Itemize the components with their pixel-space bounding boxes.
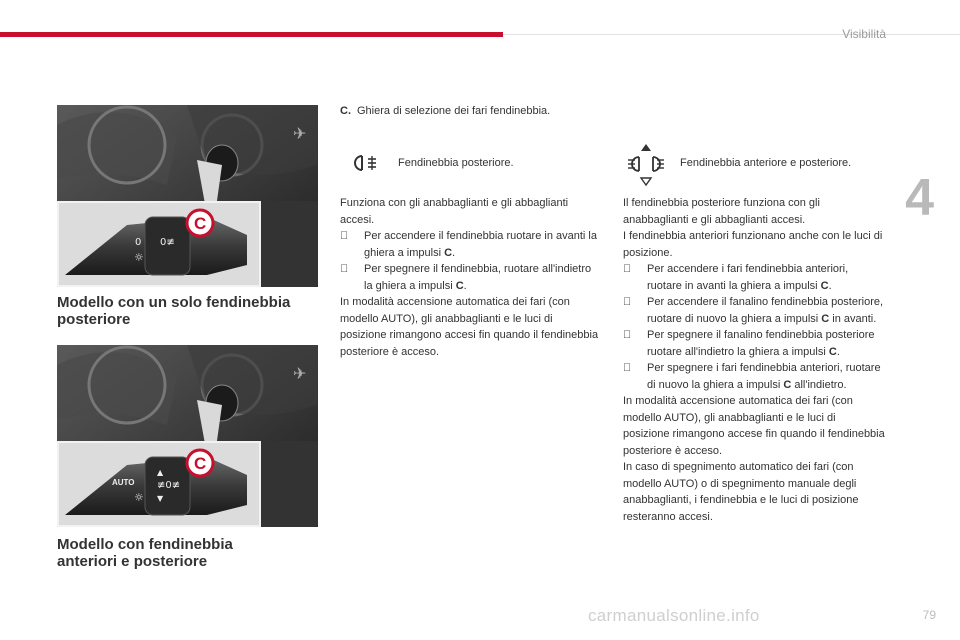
front-rear-fog-caption: Fendinebbia anteriore e posteriore. (680, 157, 852, 169)
header-accent-bar (0, 32, 503, 37)
svg-text:✈: ✈ (293, 364, 307, 383)
svg-text:☼: ☼ (134, 491, 144, 504)
photo-callout-c: C (194, 214, 207, 233)
auto-label: AUTO (112, 478, 135, 487)
list-item: Per spegnere i fari fendinebbia anteriori, ruotare di nuovo la ghiera a impulsi C all'indietro. (623, 360, 885, 393)
dashboard-photo-front-rear-fog (57, 345, 318, 527)
photo-callout-c: C (194, 454, 207, 473)
svg-text:✈: ✈ (293, 124, 307, 143)
svg-text:☼: ☼ (134, 251, 144, 264)
paragraph: Il fendinebbia posteriore funziona con gli anabbaglianti e gli abbaglianti accesi. (623, 197, 820, 226)
bullet-marker (623, 294, 647, 327)
watermark: carmanualsonline.info (588, 606, 760, 625)
bullet-marker (340, 228, 364, 261)
legend-c (340, 103, 550, 120)
list-item: Per spegnere il fendinebbia, ruotare all'indietro la ghiera a impulsi C. (340, 261, 602, 294)
paragraph: In modalità accensione automatica dei fari (con modello AUTO), gli anabbaglianti e le luci di posizione rimangono accesi fin quando il fendinebbia posteriore è acceso. (340, 296, 599, 358)
rear-fog-icon (352, 148, 378, 183)
section-title: Visibilità (842, 27, 886, 41)
chapter-number: 4 (905, 169, 934, 227)
stalk-illustration-1 (57, 105, 318, 287)
bullet-marker (623, 261, 647, 294)
svg-text:▼: ▼ (157, 494, 164, 503)
model-title-front-rear-fog: Modello con fendinebbia anteriori e posteriore (57, 536, 233, 570)
legend-text: Ghiera di selezione dei fari fendinebbia. (357, 105, 551, 117)
list-item: Per accendere il fendinebbia ruotare in avanti la ghiera a impulsi C. (340, 228, 602, 261)
bullet-marker (623, 360, 647, 393)
paragraph: In caso di spegnimento automatico dei fari (con modello AUTO) o di spegnimento manuale degli anabbaglianti, i fendinebbia e le luci di posizione resteranno accesi. (623, 461, 859, 523)
list-item: Per accendere i fari fendinebbia anteriori, ruotare in avanti la ghiera a impulsi C. (623, 261, 885, 294)
dashboard-photo-rear-fog (57, 105, 318, 287)
legend-letter: C. (340, 105, 351, 117)
model-title-rear-fog: Modello con un solo fendinebbia posteriore (57, 294, 291, 328)
list-item: Per accendere il fanalino fendinebbia posteriore, ruotare di nuovo la ghiera a impulsi C in avanti. (623, 294, 885, 327)
svg-text:≢0≢: ≢0≢ (157, 480, 181, 491)
text-column-rear-fog (340, 195, 602, 360)
bullet-marker (340, 261, 364, 294)
svg-text:▲: ▲ (157, 468, 164, 477)
paragraph: In modalità accensione automatica dei fari (con modello AUTO), gli anabbaglianti e le luci di posizione rimangono accese fin quando il fendinebbia posteriore è acceso. (623, 395, 885, 457)
svg-text:0: 0 (135, 237, 142, 248)
front-rear-fog-icon (626, 142, 666, 193)
paragraph: I fendinebbia anteriori funzionano anche con le luci di posizione. (623, 230, 883, 259)
stalk-illustration-2 (57, 345, 318, 527)
rear-fog-caption: Fendinebbia posteriore. (398, 157, 514, 169)
page-number: 79 (922, 608, 936, 622)
header-rule (503, 34, 960, 35)
text-column-front-rear-fog (623, 195, 885, 525)
svg-text:0≢: 0≢ (160, 237, 175, 248)
paragraph: Funziona con gli anabbaglianti e gli abbaglianti accesi. (340, 197, 569, 226)
bullet-marker (623, 327, 647, 360)
list-item: Per spegnere il fanalino fendinebbia posteriore ruotare all'indietro la ghiera a impulsi C. (623, 327, 885, 360)
